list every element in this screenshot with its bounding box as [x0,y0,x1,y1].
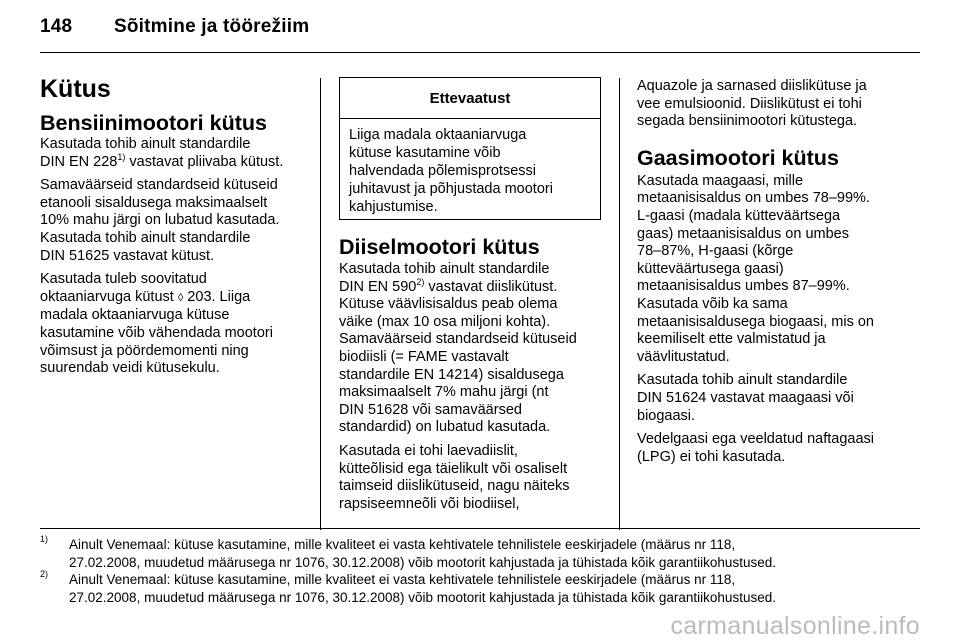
page-reference-arrow-icon[interactable]: ◊ [177,291,184,304]
subsection-title-diesel: Diiselmootori kütus [339,235,540,259]
paragraph-ethanol: Samaväärseid standardseid kütuseid etanooli sisaldusega maksimaalselt 10% mahu järgi on lubatud kasutada. Kasutada tohib ainult standardile DIN 51625 vastavat kütust. [40,177,280,264]
footnote-marker: 2) [40,569,49,579]
text-fragment: 203. Liiga madala oktaaniarvuga kütuse kasutamine võib vähendada mootori võimsust ja pöördemomenti ning suurendab veidi kütusekulu. [40,288,273,377]
chapter-title: Sõitmine ja töörežiim [114,16,310,37]
paragraph-petrol-standard [40,136,310,171]
footnote-rule [40,528,920,529]
footnote-ref-2[interactable]: 2) [416,276,425,287]
column-middle [339,234,609,519]
subsection-title-gas: Gaasimootori kütus [637,145,839,170]
paragraph-diesel-standard [339,261,609,437]
paragraph-diesel-prohibited: Kasutada ei tohi laevadiislit, kütteõlisid ega täielikult või osaliselt taimseid diislikütuseid, nagu näiteks rapsiseemneõli või biodiisel, [339,442,570,512]
watermark: carmanualsonline.info [670,612,920,640]
footnote-1 [40,536,920,571]
text-fragment: Kasutada tohib ainult standardile DIN EN 590 [339,261,550,295]
footnote-ref-1[interactable]: 1) [117,151,126,162]
text-fragment: vastavat diislikütust. Kütuse väävlisisaldus peab olema väike (max 10 osa miljoni kohta). Samaväärseid standardseid kütuseid biodiisli (= FAME vastavalt standardile EN 14214) sisaldusega maksimaalselt 7% mahu järgi (nt DIN 51628 või samaväärsed standardid) on lubatud kasutada. [339,278,577,436]
paragraph-octane [40,271,310,378]
subsection-title-petrol: Bensiinimootori kütus [40,111,267,135]
column-left [40,74,310,384]
page-header [40,16,309,38]
column-divider-2 [619,78,620,530]
caution-body: Liiga madala oktaaniarvuga kütuse kasutamine võib halvendada põlemisprotsessi juhitavust ja põhjustada mootori kahjustumise. [349,127,553,215]
paragraph-lpg: Vedelgaasi ega veeldatud naftagaasi (LPG) ei tohi kasutada. [637,431,875,465]
column-divider-1 [320,78,321,530]
caution-box [339,77,601,220]
section-title: Kütus [40,75,111,103]
caution-title: Ettevaatust [340,78,600,119]
paragraph-natural-gas: Kasutada maagaasi, mille metaanisisaldus on umbes 78–99%. L-gaasi (madala kütteväärtsega gaas) metaanisisaldus on umbes 78–87%, H-gaasi (kõrge kütteväärtusega gaasi) metaanisisaldus umbes 87–99%. Kasutada võib ka sama metaanisisaldusega biogaasi, mis on keemiliselt ette valmistatud ja väävlitustatud. [637,172,874,365]
column-right [637,78,921,472]
footnote-text: Ainult Venemaal: kütuse kasutamine, mille kvaliteet ei vasta kehtivatele tehnilistele eeskirjadele (määrus nr 118, 27.02.2008, muudetud määrusega nr 1076, 30.12.2008) võib mootorit kahjustada ja tühistada kõik garantiikohustused. [69,537,776,570]
text-fragment: Kasutada tuleb soovitatud oktaaniarvuga kütust [40,271,207,305]
paragraph-gas-standard: Kasutada tohib ainult standardile DIN 51624 vastavat maagaasi või biogaasi. [637,372,854,424]
header-rule [40,52,920,53]
footnotes [40,536,920,606]
paragraph-aquazole: Aquazole ja sarnased diislikütuse ja vee emulsioonid. Diislikütust ei tohi segada bensiinimootori kütustega. [637,78,867,130]
text-fragment: Kasutada tohib ainult standardile DIN EN 228 [40,136,251,170]
text-fragment: vastavat pliivaba kütust. [125,153,284,170]
footnote-2 [40,571,920,606]
page-number: 148 [40,16,73,37]
footnote-text: Ainult Venemaal: kütuse kasutamine, mille kvaliteet ei vasta kehtivatele tehnilistele eeskirjadele (määrus nr 118, 27.02.2008, muudetud määrusega nr 1076, 30.12.2008) võib mootorit kahjustada ja tühistada kõik garantiikohustused. [69,572,776,605]
footnote-marker: 1) [40,534,49,544]
